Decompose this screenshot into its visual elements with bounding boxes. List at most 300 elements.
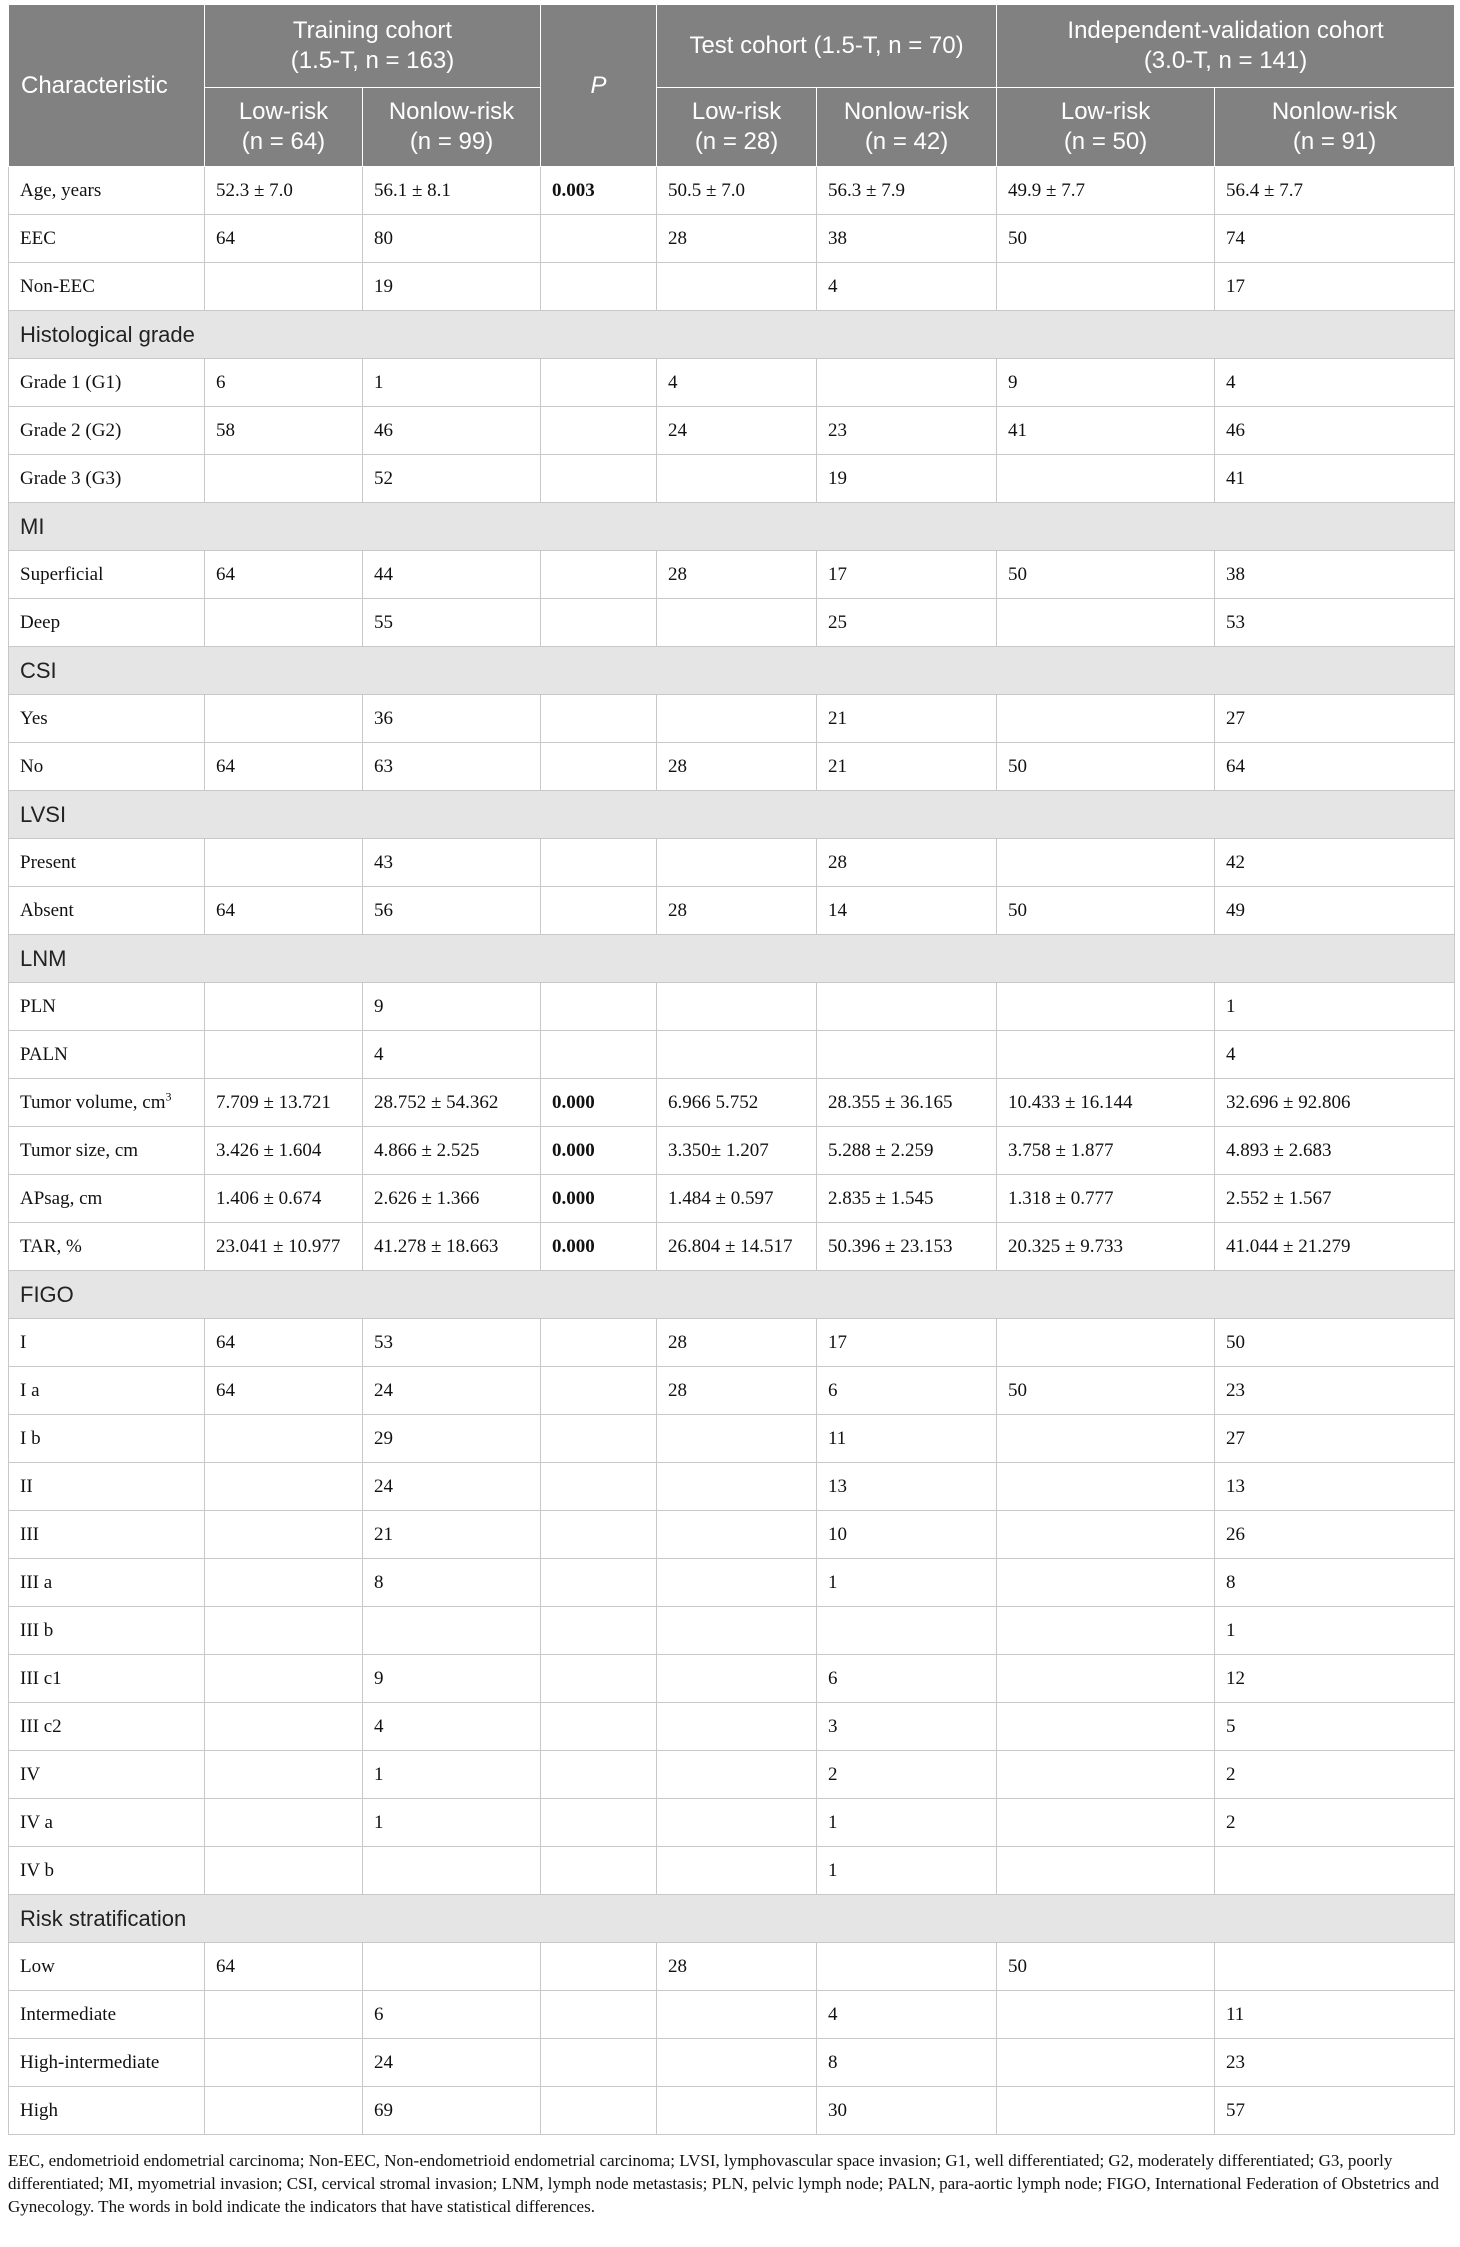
table-row — [9, 2087, 1455, 2135]
table-cell — [657, 1415, 817, 1463]
row-label: High-intermediate — [9, 2039, 205, 2087]
table-cell: 28 — [657, 743, 817, 791]
table-row — [9, 1511, 1455, 1559]
table-cell: 7.709 ± 13.721 — [205, 1079, 363, 1127]
row-label: Deep — [9, 599, 205, 647]
p-value-cell — [541, 1751, 657, 1799]
table-cell: 52 — [363, 455, 541, 503]
table-cell: 19 — [817, 455, 997, 503]
p-value-cell — [541, 839, 657, 887]
table-cell — [817, 983, 997, 1031]
table-cell: 29 — [363, 1415, 541, 1463]
p-value-cell — [541, 455, 657, 503]
row-label: APsag, cm — [9, 1175, 205, 1223]
section-row — [9, 311, 1455, 359]
table-cell — [997, 599, 1215, 647]
table-row — [9, 1319, 1455, 1367]
p-value-cell — [541, 1607, 657, 1655]
p-value-cell: 0.000 — [541, 1223, 657, 1271]
section-row — [9, 1271, 1455, 1319]
row-label: Yes — [9, 695, 205, 743]
p-value-cell — [541, 1415, 657, 1463]
table-cell — [657, 2087, 817, 2135]
table-cell: 50 — [997, 887, 1215, 935]
table-row — [9, 1607, 1455, 1655]
p-value-cell — [541, 983, 657, 1031]
section-label: LNM — [9, 935, 1455, 983]
table-cell — [205, 695, 363, 743]
row-label: EEC — [9, 215, 205, 263]
row-label: IV b — [9, 1847, 205, 1895]
row-label: Absent — [9, 887, 205, 935]
table-cell: 13 — [817, 1463, 997, 1511]
section-row — [9, 1895, 1455, 1943]
table-cell: 11 — [1215, 1991, 1455, 2039]
table-cell: 12 — [1215, 1655, 1455, 1703]
table-cell: 56.4 ± 7.7 — [1215, 167, 1455, 215]
table-cell: 9 — [363, 983, 541, 1031]
table-cell: 1 — [817, 1799, 997, 1847]
table-cell: 4.866 ± 2.525 — [363, 1127, 541, 1175]
table-cell: 24 — [363, 2039, 541, 2087]
table-cell: 4 — [1215, 359, 1455, 407]
p-value-cell — [541, 2039, 657, 2087]
table-cell: 28 — [817, 839, 997, 887]
table-cell: 63 — [363, 743, 541, 791]
table-cell — [205, 1463, 363, 1511]
p-value-cell: 0.000 — [541, 1175, 657, 1223]
table-cell: 6.966 5.752 — [657, 1079, 817, 1127]
section-row — [9, 647, 1455, 695]
table-cell: 2.552 ± 1.567 — [1215, 1175, 1455, 1223]
table-cell — [363, 1943, 541, 1991]
table-cell: 53 — [363, 1319, 541, 1367]
table-cell — [205, 1799, 363, 1847]
table-row — [9, 599, 1455, 647]
table-cell — [997, 983, 1215, 1031]
table-cell — [997, 1415, 1215, 1463]
row-label: Non-EEC — [9, 263, 205, 311]
p-value-cell — [541, 695, 657, 743]
table-cell: 64 — [205, 887, 363, 935]
table-row — [9, 695, 1455, 743]
row-label: No — [9, 743, 205, 791]
table-cell — [205, 1751, 363, 1799]
table-cell: 3.426 ± 1.604 — [205, 1127, 363, 1175]
table-cell: 9 — [363, 1655, 541, 1703]
table-cell: 27 — [1215, 695, 1455, 743]
table-cell — [657, 2039, 817, 2087]
table-cell — [997, 1655, 1215, 1703]
table-cell: 1 — [1215, 1607, 1455, 1655]
p-value-cell: 0.000 — [541, 1127, 657, 1175]
section-label: FIGO — [9, 1271, 1455, 1319]
table-cell: 6 — [817, 1367, 997, 1415]
table-row — [9, 1943, 1455, 1991]
table-row — [9, 983, 1455, 1031]
table-cell: 26 — [1215, 1511, 1455, 1559]
table-cell: 6 — [205, 359, 363, 407]
table-cell — [997, 1703, 1215, 1751]
row-label: PLN — [9, 983, 205, 1031]
table-cell: 74 — [1215, 215, 1455, 263]
table-cell: 20.325 ± 9.733 — [997, 1223, 1215, 1271]
table-cell: 41 — [1215, 455, 1455, 503]
table-cell: 3.350± 1.207 — [657, 1127, 817, 1175]
table-cell: 28 — [657, 887, 817, 935]
row-label: III c2 — [9, 1703, 205, 1751]
p-value-cell — [541, 887, 657, 935]
row-label: III b — [9, 1607, 205, 1655]
row-label: Tumor size, cm — [9, 1127, 205, 1175]
section-row — [9, 791, 1455, 839]
table-cell: 17 — [817, 1319, 997, 1367]
header-group-training-low: Low-risk (n = 64) — [205, 88, 363, 167]
table-cell: 4 — [817, 263, 997, 311]
training-cohort-detail: (1.5-T, n = 163) — [290, 47, 455, 74]
table-cell: 17 — [817, 551, 997, 599]
table-row — [9, 1223, 1455, 1271]
table-cell: 43 — [363, 839, 541, 887]
table-cell — [205, 2039, 363, 2087]
table-cell: 50.5 ± 7.0 — [657, 167, 817, 215]
table-cell — [657, 263, 817, 311]
row-label: Grade 2 (G2) — [9, 407, 205, 455]
table-cell — [657, 1511, 817, 1559]
section-label: MI — [9, 503, 1455, 551]
p-value-cell — [541, 1703, 657, 1751]
header-group-test-nonlow: Nonlow-risk (n = 42) — [817, 88, 997, 167]
table-cell — [997, 1511, 1215, 1559]
table-cell: 55 — [363, 599, 541, 647]
table-container — [8, 4, 1454, 2218]
table-cell — [657, 455, 817, 503]
header-group-test-low: Low-risk (n = 28) — [657, 88, 817, 167]
table-cell: 46 — [1215, 407, 1455, 455]
table-row — [9, 887, 1455, 935]
table-cell: 1.484 ± 0.597 — [657, 1175, 817, 1223]
table-cell: 53 — [1215, 599, 1455, 647]
table-cell: 25 — [817, 599, 997, 647]
table-cell: 64 — [205, 1943, 363, 1991]
table-cell — [997, 455, 1215, 503]
table-row — [9, 743, 1455, 791]
p-value-cell — [541, 1847, 657, 1895]
section-label: CSI — [9, 647, 1455, 695]
table-cell: 2 — [817, 1751, 997, 1799]
table-cell: 2 — [1215, 1751, 1455, 1799]
table-cell: 1 — [1215, 983, 1455, 1031]
table-cell: 8 — [817, 2039, 997, 2087]
table-cell: 64 — [205, 551, 363, 599]
table-cell: 46 — [363, 407, 541, 455]
table-cell — [657, 1463, 817, 1511]
table-cell: 38 — [1215, 551, 1455, 599]
table-cell — [205, 263, 363, 311]
table-cell: 64 — [1215, 743, 1455, 791]
section-row — [9, 935, 1455, 983]
table-cell: 57 — [1215, 2087, 1455, 2135]
table-cell — [1215, 1943, 1455, 1991]
table-cell — [205, 1559, 363, 1607]
table-cell: 21 — [363, 1511, 541, 1559]
table-cell: 8 — [1215, 1559, 1455, 1607]
table-cell: 24 — [363, 1367, 541, 1415]
table-cell: 44 — [363, 551, 541, 599]
table-cell: 41.044 ± 21.279 — [1215, 1223, 1455, 1271]
table-cell — [657, 1559, 817, 1607]
table-cell: 2.626 ± 1.366 — [363, 1175, 541, 1223]
table-cell — [205, 599, 363, 647]
characteristics-table — [8, 4, 1455, 2135]
table-cell — [205, 455, 363, 503]
header-group-validation-nonlow: Nonlow-risk (n = 91) — [1215, 88, 1455, 167]
table-cell — [997, 695, 1215, 743]
table-cell: 50.396 ± 23.153 — [817, 1223, 997, 1271]
table-row — [9, 1031, 1455, 1079]
table-cell — [997, 1799, 1215, 1847]
table-cell: 28 — [657, 1319, 817, 1367]
p-value-cell — [541, 1559, 657, 1607]
table-cell: 41.278 ± 18.663 — [363, 1223, 541, 1271]
table-cell — [997, 1607, 1215, 1655]
table-cell: 4 — [817, 1991, 997, 2039]
section-label: Risk stratification — [9, 1895, 1455, 1943]
header-characteristic: Characteristic — [9, 5, 205, 167]
unit-superscript: 3 — [165, 1089, 172, 1104]
table-cell: 64 — [205, 743, 363, 791]
table-cell: 24 — [657, 407, 817, 455]
table-cell: 28 — [657, 551, 817, 599]
validation-cohort-detail: (3.0-T, n = 141) — [1143, 47, 1308, 74]
row-label: III c1 — [9, 1655, 205, 1703]
row-label: PALN — [9, 1031, 205, 1079]
table-cell: 5 — [1215, 1703, 1455, 1751]
table-cell: 36 — [363, 695, 541, 743]
table-cell — [1215, 1847, 1455, 1895]
table-cell: 50 — [997, 551, 1215, 599]
validation-cohort-name: Independent-validation cohort — [1067, 17, 1384, 44]
table-row — [9, 1799, 1455, 1847]
table-cell: 50 — [997, 1943, 1215, 1991]
table-cell: 4 — [363, 1703, 541, 1751]
table-row — [9, 1655, 1455, 1703]
table-cell: 56.3 ± 7.9 — [817, 167, 997, 215]
header-group-training-nonlow: Nonlow-risk (n = 99) — [363, 88, 541, 167]
table-cell: 3 — [817, 1703, 997, 1751]
table-cell: 1 — [817, 1847, 997, 1895]
table-cell: 28 — [657, 215, 817, 263]
table-cell — [205, 2087, 363, 2135]
p-value-cell: 0.003 — [541, 167, 657, 215]
table-cell: 64 — [205, 1367, 363, 1415]
table-cell: 38 — [817, 215, 997, 263]
table-cell: 28 — [657, 1943, 817, 1991]
table-cell — [997, 263, 1215, 311]
table-row — [9, 1751, 1455, 1799]
p-value-cell — [541, 407, 657, 455]
table-cell: 19 — [363, 263, 541, 311]
table-cell — [997, 1463, 1215, 1511]
table-cell: 50 — [997, 215, 1215, 263]
table-cell — [657, 983, 817, 1031]
table-cell — [657, 1031, 817, 1079]
section-label: LVSI — [9, 791, 1455, 839]
row-label: I b — [9, 1415, 205, 1463]
table-cell: 8 — [363, 1559, 541, 1607]
table-header — [9, 5, 1455, 167]
table-cell: 10 — [817, 1511, 997, 1559]
table-cell — [205, 1655, 363, 1703]
p-value-cell — [541, 743, 657, 791]
p-value-cell — [541, 1943, 657, 1991]
header-p-value: P — [541, 5, 657, 167]
table-cell: 58 — [205, 407, 363, 455]
table-cell — [205, 1991, 363, 2039]
p-value-cell — [541, 215, 657, 263]
header-validation-cohort — [997, 5, 1455, 88]
table-cell: 23 — [1215, 1367, 1455, 1415]
row-label: TAR, % — [9, 1223, 205, 1271]
table-cell: 1 — [363, 1751, 541, 1799]
table-cell — [657, 1847, 817, 1895]
table-row — [9, 407, 1455, 455]
table-cell — [657, 1655, 817, 1703]
table-cell — [997, 1847, 1215, 1895]
row-label: Intermediate — [9, 1991, 205, 2039]
table-cell: 6 — [817, 1655, 997, 1703]
p-value-cell — [541, 1319, 657, 1367]
table-cell: 21 — [817, 695, 997, 743]
table-cell: 23 — [1215, 2039, 1455, 2087]
p-value-cell — [541, 1367, 657, 1415]
table-cell — [997, 1751, 1215, 1799]
table-row — [9, 1559, 1455, 1607]
table-cell: 56 — [363, 887, 541, 935]
table-cell — [363, 1847, 541, 1895]
table-cell: 41 — [997, 407, 1215, 455]
p-value-cell: 0.000 — [541, 1079, 657, 1127]
table-cell: 23 — [817, 407, 997, 455]
table-cell — [205, 1847, 363, 1895]
table-cell — [997, 1991, 1215, 2039]
table-cell: 1.318 ± 0.777 — [997, 1175, 1215, 1223]
table-cell: 49.9 ± 7.7 — [997, 167, 1215, 215]
table-cell: 4 — [1215, 1031, 1455, 1079]
test-cohort-name: Test cohort (1.5-T, n = 70) — [689, 32, 964, 59]
table-cell: 42 — [1215, 839, 1455, 887]
p-value-cell — [541, 263, 657, 311]
table-row — [9, 1463, 1455, 1511]
table-cell: 64 — [205, 215, 363, 263]
table-cell: 2.835 ± 1.545 — [817, 1175, 997, 1223]
row-label: Superficial — [9, 551, 205, 599]
table-cell — [997, 839, 1215, 887]
table-cell — [657, 1991, 817, 2039]
row-label: I a — [9, 1367, 205, 1415]
table-cell: 11 — [817, 1415, 997, 1463]
table-row — [9, 1367, 1455, 1415]
row-label: III — [9, 1511, 205, 1559]
table-cell — [997, 2087, 1215, 2135]
row-label: Tumor volume, $cm^3$ — [9, 1079, 205, 1127]
table-row — [9, 167, 1455, 215]
p-value-cell — [541, 1991, 657, 2039]
table-cell: 56.1 ± 8.1 — [363, 167, 541, 215]
p-value-cell — [541, 599, 657, 647]
table-row — [9, 1703, 1455, 1751]
table-cell — [657, 599, 817, 647]
table-cell — [205, 1703, 363, 1751]
row-label: Grade 3 (G3) — [9, 455, 205, 503]
row-label: I — [9, 1319, 205, 1367]
header-training-cohort — [205, 5, 541, 88]
table-cell — [817, 1031, 997, 1079]
table-cell — [205, 1607, 363, 1655]
training-cohort-name: Training cohort — [292, 17, 453, 44]
table-cell: 52.3 ± 7.0 — [205, 167, 363, 215]
table-cell: 14 — [817, 887, 997, 935]
table-cell — [817, 359, 997, 407]
row-label: III a — [9, 1559, 205, 1607]
table-row — [9, 1847, 1455, 1895]
table-footnote: EEC, endometrioid endometrial carcinoma; Non-EEC, Non-endometrioid endometrial carcinoma; LVSI, lymphovascular space invasion; G1, well differentiated; G2, moderately differentiated; G3, poorly differentiated; MI, myometrial invasion; CSI, cervical stromal invasion; LNM, lymph node metastasis; PLN, pelvic lymph node; PALN, para-aortic lymph node; FIGO, International Federation of Obstetrics and Gynecology. The words in bold indicate the indicators that have statistical differences. — [8, 2151, 1440, 2216]
table-cell: 10.433 ± 16.144 — [997, 1079, 1215, 1127]
section-label: Histological grade — [9, 311, 1455, 359]
table-row — [9, 215, 1455, 263]
table-cell: 80 — [363, 215, 541, 263]
table-cell — [657, 839, 817, 887]
row-label: IV a — [9, 1799, 205, 1847]
table-cell: 30 — [817, 2087, 997, 2135]
row-label: II — [9, 1463, 205, 1511]
table-cell — [997, 1319, 1215, 1367]
table-cell: 23.041 ± 10.977 — [205, 1223, 363, 1271]
p-value-cell — [541, 2087, 657, 2135]
table-cell: 50 — [997, 1367, 1215, 1415]
p-value-cell — [541, 1031, 657, 1079]
table-cell — [817, 1943, 997, 1991]
table-cell: 50 — [997, 743, 1215, 791]
table-body — [9, 167, 1455, 2135]
table-cell — [205, 839, 363, 887]
table-cell — [997, 1031, 1215, 1079]
table-cell — [657, 1751, 817, 1799]
table-cell: 13 — [1215, 1463, 1455, 1511]
table-cell — [205, 1031, 363, 1079]
table-cell — [817, 1607, 997, 1655]
table-row — [9, 1079, 1455, 1127]
table-cell — [997, 1559, 1215, 1607]
table-cell: 2 — [1215, 1799, 1455, 1847]
table-cell: 4 — [657, 359, 817, 407]
table-cell — [657, 1607, 817, 1655]
table-row — [9, 2039, 1455, 2087]
table-cell — [205, 983, 363, 1031]
table-cell — [205, 1511, 363, 1559]
table-row — [9, 1175, 1455, 1223]
table-cell: 1.406 ± 0.674 — [205, 1175, 363, 1223]
section-row — [9, 503, 1455, 551]
table-cell: 49 — [1215, 887, 1455, 935]
table-cell: 6 — [363, 1991, 541, 2039]
table-cell: 50 — [1215, 1319, 1455, 1367]
p-value-cell — [541, 1799, 657, 1847]
p-value-cell — [541, 1511, 657, 1559]
table-cell: 9 — [997, 359, 1215, 407]
row-label: Low — [9, 1943, 205, 1991]
table-row — [9, 839, 1455, 887]
